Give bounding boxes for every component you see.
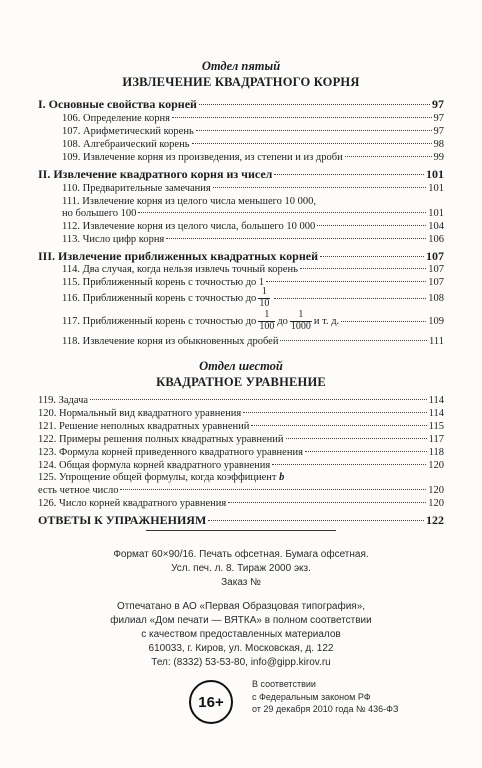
toc-item: но большего 100 101 (62, 208, 444, 219)
fraction: $\frac{1}{10}$ (259, 286, 270, 309)
section5-title: ИЗВЛЕЧЕНИЕ КВАДРАТНОГО КОРНЯ (122, 75, 360, 89)
toc-item: 106. Определение корня 97 (62, 113, 444, 124)
toc-item: 116. Приближенный корень с точностью до $\frac{1}{10}$ 108 (62, 286, 444, 309)
toc-item: 122. Примеры решения полных квадратных уравнений 117 (38, 434, 444, 445)
toc-item: 118. Извлечение корня из обыкновенных дробей 111 (62, 336, 444, 347)
toc-item: 107. Арифметический корень 97 (62, 126, 444, 137)
toc-item: 125. Упрощение общей формулы, когда коэффициент b (38, 472, 285, 483)
toc-item: 120. Нормальный вид квадратного уравнения 114 (38, 408, 444, 419)
toc-chapter-1: I. Основные свойства корней 97 (38, 97, 444, 111)
toc-item: есть четное число 120 (38, 485, 444, 496)
toc-chapter-3: III. Извлечение приближенных квадратных корней 107 (38, 249, 444, 263)
toc-item: 121. Решение неполных квадратных уравнений 115 (38, 421, 444, 432)
toc-item: 115. Приближенный корень с точностью до 1 107 (62, 277, 444, 288)
printer-block: Отпечатано в АО «Первая Образцовая типография», филиал «Дом печати — ВЯТКА» в полном соответствии с качеством предоставленных материалов 610033, г. Киров, ул. Московская, д. 122 Тел: (8332) 53-53-80, info@gipp.kirov.ru (110, 601, 372, 668)
toc-item: 111. Извлечение корня из целого числа меньшего 10 000, (62, 196, 317, 207)
toc-item: 123. Формула корней приведенного квадратного уравнения 118 (38, 447, 444, 458)
divider (146, 530, 336, 531)
law-notice: В соответствии с Федеральным законом РФ от 29 декабря 2010 года № 436-ФЗ (252, 679, 399, 714)
toc-item: 124. Общая формула корней квадратного уравнения 120 (38, 460, 444, 471)
toc-item: 113. Число цифр корня 106 (62, 234, 444, 245)
section6-subtitle: Отдел шестой (199, 359, 283, 373)
toc-item: 126. Число корней квадратного уравнения 120 (38, 498, 444, 509)
section5-subtitle: Отдел пятый (201, 59, 281, 73)
toc-item: 109. Извлечение корня из произведения, из степени и из дроби 99 (62, 152, 444, 163)
toc-item: 110. Предварительные замечания 101 (62, 183, 444, 194)
toc-item: 108. Алгебраический корень 98 (62, 139, 444, 150)
imprint-block: Формат 60×90/16. Печать офсетная. Бумага офсетная. Усл. печ. л. 8. Тираж 2000 экз. Заказ № (113, 549, 369, 588)
toc-item: 114. Два случая, когда нельзя извлечь точный корень 107 (62, 264, 444, 275)
section6-title: КВАДРАТНОЕ УРАВНЕНИЕ (156, 375, 326, 389)
fraction: $\frac{1}{100}$ (259, 309, 275, 332)
toc-item: 119. Задача 114 (38, 395, 444, 406)
toc-chapter-2: II. Извлечение квадратного корня из чисел 101 (38, 167, 444, 181)
toc-answers: ОТВЕТЫ К УПРАЖНЕНИЯМ 122 (38, 513, 444, 527)
toc-item: 117. Приближенный корень с точностью до $\frac{1}{100}$ до $\frac{1}{1000}$ и т. д. 109 (62, 309, 444, 332)
age-rating-badge: 16+ (189, 680, 233, 724)
toc-item: 112. Извлечение корня из целого числа, большего 10 000 104 (62, 221, 444, 232)
fraction: $\frac{1}{1000}$ (290, 309, 311, 332)
